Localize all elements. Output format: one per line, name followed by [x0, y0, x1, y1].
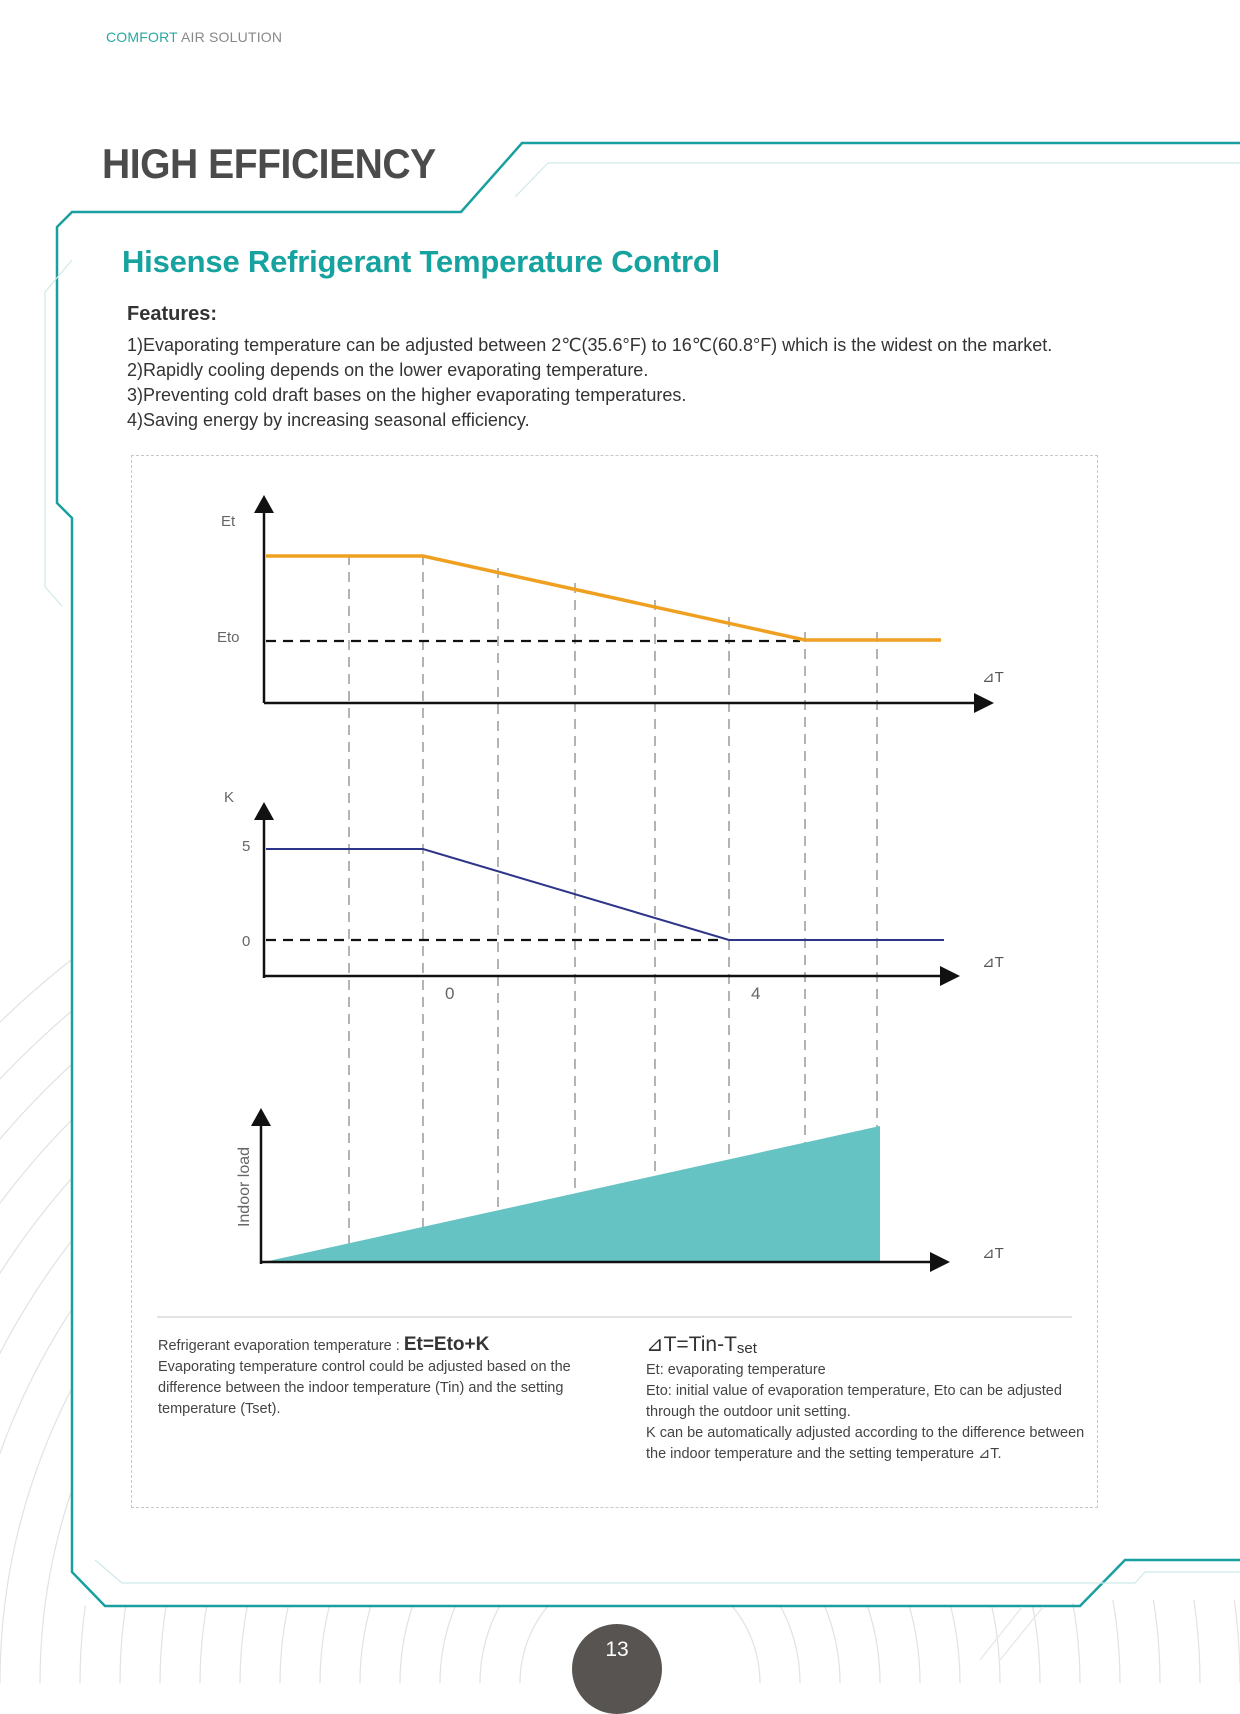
- x-tick-0: 0: [445, 984, 455, 1003]
- k-tick-0: 0: [242, 933, 251, 950]
- formula-et: Et=Eto+K: [403, 1334, 490, 1355]
- caption-left-body: Evaporating temperature control could be adjusted based on the difference between the indoor temperature (Tin) and the setting temperature (Tset).: [158, 1359, 571, 1417]
- feature-item: 3)Preventing cold draft bases on the higher evaporating temperatures.: [127, 385, 687, 405]
- k-tick-5: 5: [242, 838, 251, 855]
- et-axis-label: Et: [221, 513, 236, 530]
- caption-left: [158, 1334, 588, 1420]
- definition-k: K can be automatically adjusted according to the difference between the indoor temperature and the setting temperature ⊿T.: [646, 1425, 1085, 1462]
- definition-et: Et: evaporating temperature: [646, 1362, 826, 1378]
- chart-k: [254, 802, 960, 986]
- section-title: Hisense Refrigerant Temperature Control: [122, 244, 720, 279]
- caption-divider: [157, 1316, 1072, 1318]
- caption-right: [646, 1332, 1086, 1465]
- chart-et: [254, 495, 994, 713]
- x-tick-4: 4: [751, 984, 761, 1003]
- brand-accent: COMFORT: [106, 29, 178, 45]
- formula-delta-t: $⊿T=Tin-T_{set}$: [646, 1333, 757, 1357]
- page-title: HIGH EFFICIENCY: [102, 140, 436, 187]
- indoor-load-axis-label: Indoor load: [236, 1146, 253, 1228]
- features-heading: Features:: [127, 303, 218, 325]
- feature-item: 2)Rapidly cooling depends on the lower evaporating temperature.: [127, 360, 649, 380]
- x-axis-arrow-icon: [974, 693, 994, 713]
- delta-t-label: ⊿T: [982, 1245, 1004, 1262]
- page-number: 13: [605, 1638, 629, 1661]
- feature-item: 4)Saving energy by increasing seasonal efficiency.: [127, 410, 530, 430]
- x-axis-arrow-icon: [940, 966, 960, 986]
- feature-item: 1)Evaporating temperature can be adjusted between 2℃(35.6°F) to 16℃(60.8°F) which is the widest on the market.: [127, 335, 1053, 355]
- x-axis-arrow-icon: [930, 1252, 950, 1272]
- chart-indoor-load: [251, 1108, 950, 1272]
- definition-eto: Eto: initial value of evaporation temperature, Eto can be adjusted through the outdoor unit setting.: [646, 1383, 1062, 1420]
- k-axis-label: K: [224, 789, 235, 806]
- delta-t-label: ⊿T: [982, 669, 1004, 686]
- formula-intro: Refrigerant evaporation temperature :: [158, 1338, 404, 1354]
- delta-t-label: ⊿T: [982, 954, 1004, 971]
- eto-label: Eto: [217, 629, 240, 646]
- y-axis-arrow-icon: [251, 1108, 271, 1126]
- brand-rest: AIR SOLUTION: [177, 29, 283, 45]
- y-axis-arrow-icon: [254, 495, 274, 513]
- y-axis-arrow-icon: [254, 802, 274, 820]
